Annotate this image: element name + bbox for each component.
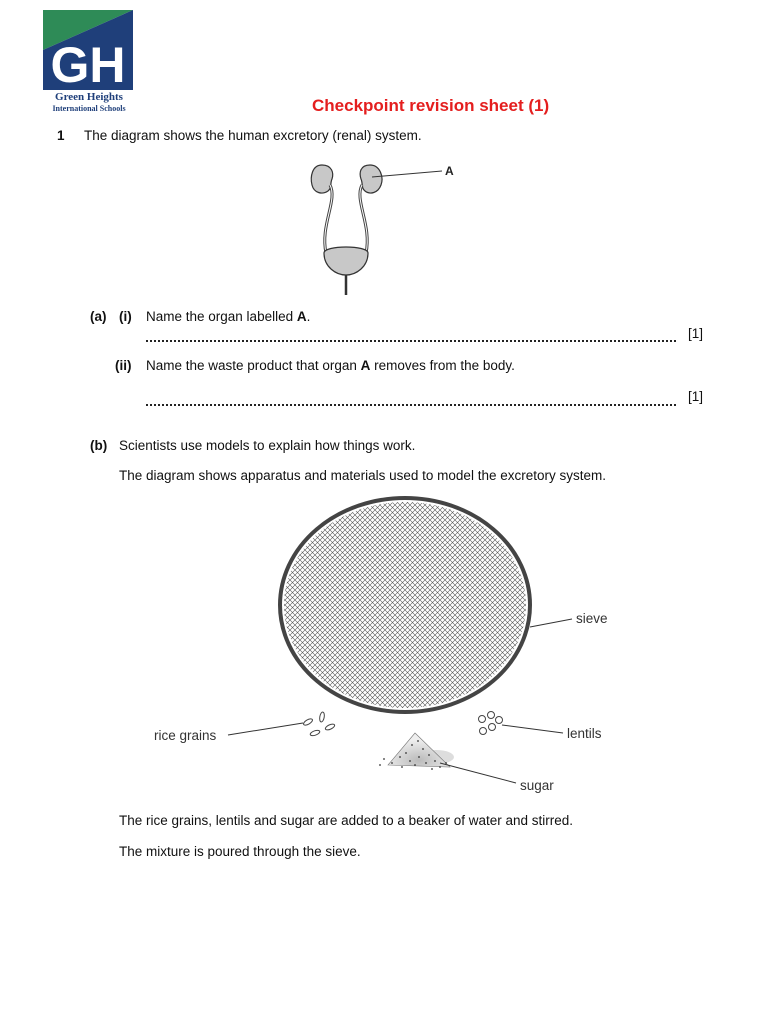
lentils xyxy=(479,712,503,735)
label-lentils: lentils xyxy=(567,726,602,741)
part-b-line4: The mixture is poured through the sieve. xyxy=(119,844,361,859)
part-a-i-label: (i) xyxy=(119,309,132,324)
sieve-model-diagram xyxy=(140,495,640,800)
renal-system-diagram xyxy=(300,155,470,300)
part-b-label: (b) xyxy=(90,438,108,453)
rice-grains xyxy=(303,712,336,737)
sugar-pile xyxy=(379,733,454,770)
answer-line-a-ii[interactable] xyxy=(146,404,676,406)
part-b-line3: The rice grains, lentils and sugar are added to a beaker of water and stirred. xyxy=(119,813,574,828)
logo-monogram: GH xyxy=(50,37,126,93)
bladder xyxy=(324,247,368,275)
part-b-line1: Scientists use models to explain how things work. xyxy=(119,438,416,453)
sieve xyxy=(280,498,530,712)
left-kidney xyxy=(311,165,332,193)
question-stem: The diagram shows the human excretory (renal) system. xyxy=(84,128,422,143)
answer-line-a-i[interactable] xyxy=(146,340,676,342)
label-a: A xyxy=(445,164,454,178)
part-a-ii-label: (ii) xyxy=(115,358,132,373)
part-a-label: (a) xyxy=(90,309,107,324)
mark-a-i: [1] xyxy=(688,326,704,341)
part-b-line2: The diagram shows apparatus and materials used to model the excretory system. xyxy=(119,468,606,483)
mark-a-ii: [1] xyxy=(688,389,704,404)
logo-subtitle: International Schools xyxy=(52,104,126,113)
right-kidney xyxy=(360,165,382,193)
logo-name: Green Heights xyxy=(55,91,123,103)
part-a-ii-prompt: Name the waste product that organ A removes from the body. xyxy=(146,358,515,373)
part-a-i-prompt: Name the organ labelled A. xyxy=(146,309,311,324)
label-rice-grains: rice grains xyxy=(154,728,217,743)
label-sugar: sugar xyxy=(520,778,554,793)
label-sieve: sieve xyxy=(576,611,608,626)
page-title: Checkpoint revision sheet (1) xyxy=(312,96,550,115)
question-number: 1 xyxy=(57,128,65,143)
